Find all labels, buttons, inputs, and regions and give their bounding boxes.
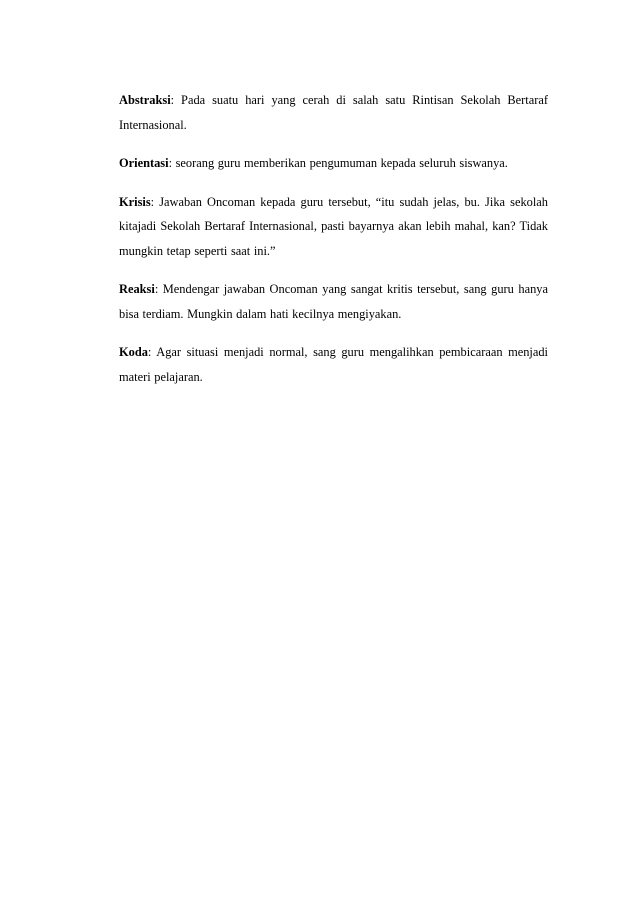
document-body [119, 88, 548, 403]
paragraph-text: : Agar situasi menjadi normal, sang guru mengalihkan pembicaraan menjadi materi pelajaran. [119, 345, 548, 384]
paragraph-label: Koda [119, 345, 148, 359]
paragraph-label: Abstraksi [119, 93, 171, 107]
paragraph-reaksi [119, 277, 548, 326]
paragraph-abstraksi [119, 88, 548, 137]
paragraph-koda [119, 340, 548, 389]
paragraph-text: : Pada suatu hari yang cerah di salah satu Rintisan Sekolah Bertaraf Internasional. [119, 93, 548, 132]
paragraph-label: Reaksi [119, 282, 155, 296]
paragraph-orientasi [119, 151, 548, 176]
paragraph-label: Orientasi [119, 156, 169, 170]
paragraph-krisis [119, 190, 548, 264]
paragraph-text: : seorang guru memberikan pengumuman kepada seluruh siswanya. [168, 156, 508, 170]
paragraph-text: : Jawaban Oncoman kepada guru tersebut, “itu sudah jelas, bu. Jika sekolah kitajadi Sekolah Bertaraf Internasional, pasti bayarnya akan lebih mahal, kan? Tidak mungkin tetap seperti saat ini.” [119, 194, 548, 258]
paragraph-label: Krisis [119, 194, 151, 209]
paragraph-text: : Mendengar jawaban Oncoman yang sangat kritis tersebut, sang guru hanya bisa terdiam. Mungkin dalam hati kecilnya mengiyakan. [119, 282, 548, 321]
